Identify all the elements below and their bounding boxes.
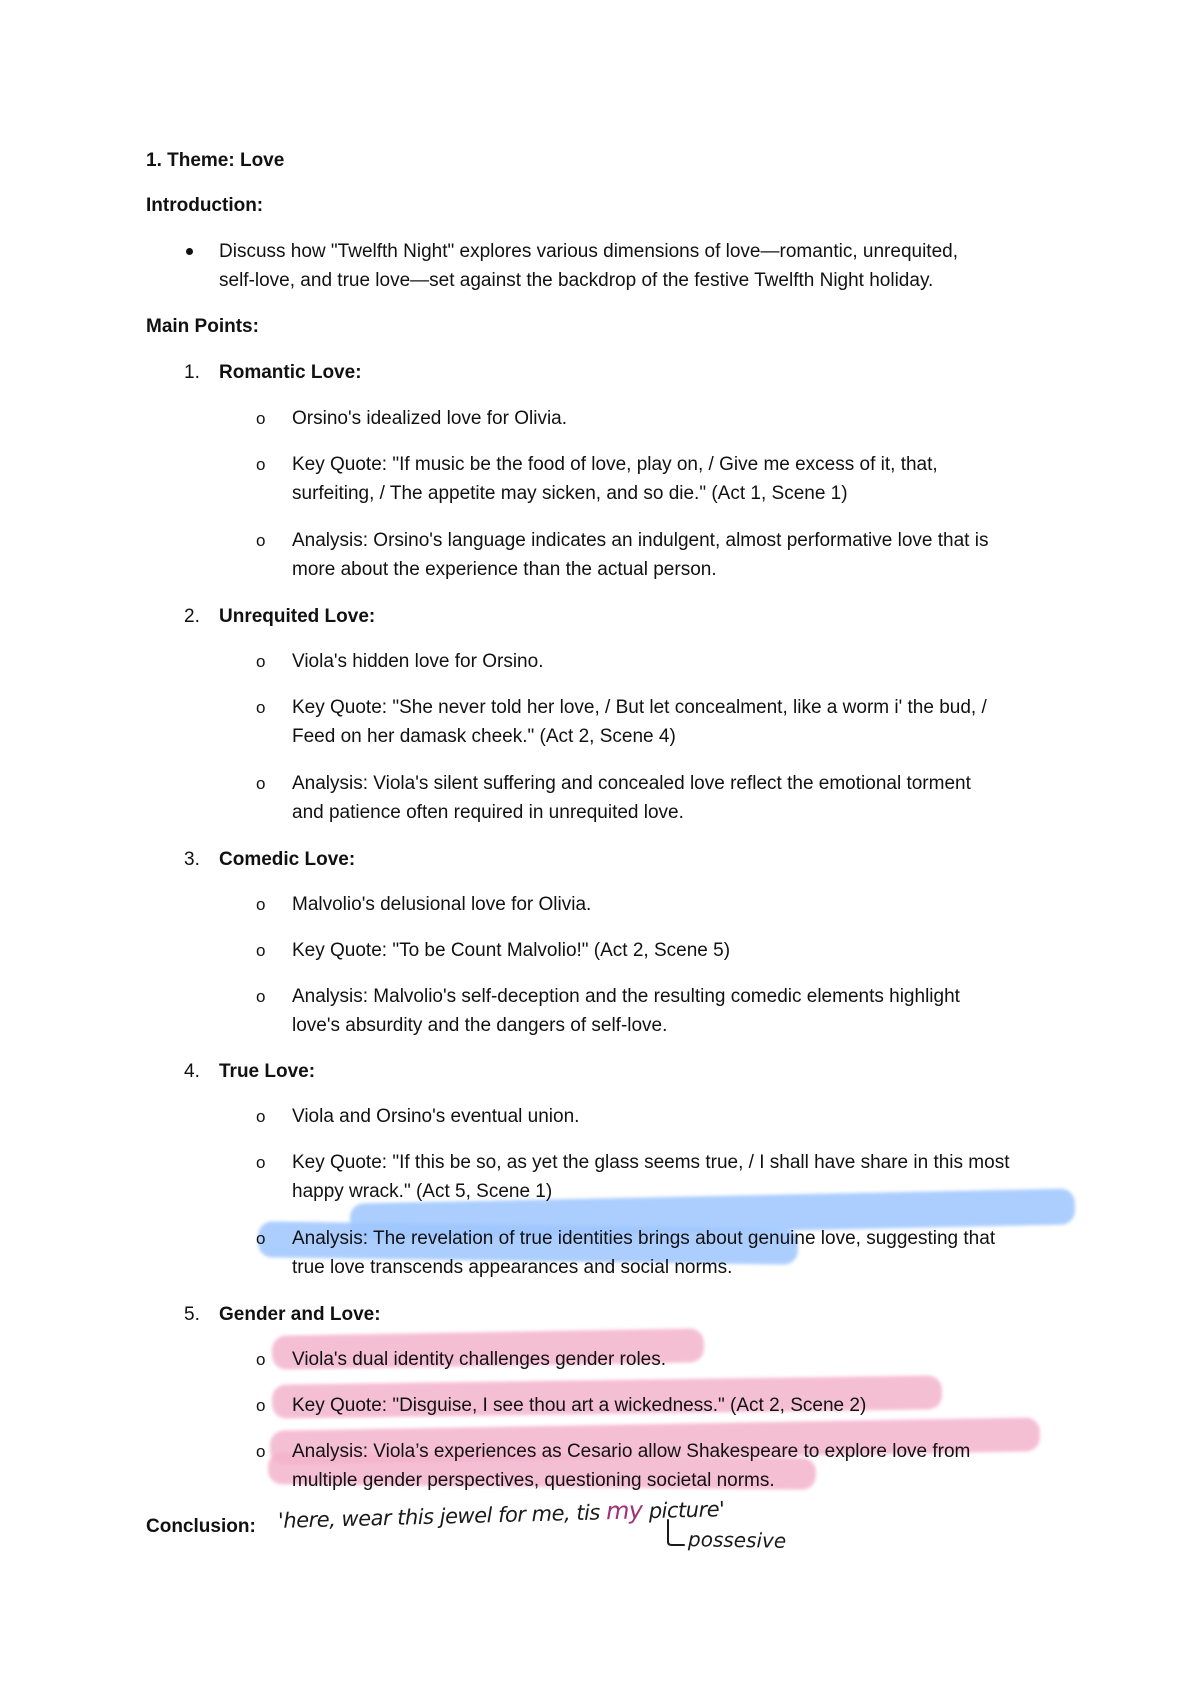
handwritten-quote: [278, 1494, 725, 1534]
list-item-line: true love transcends appearances and social norms.: [292, 1257, 733, 1278]
list-item-line: Viola's hidden love for Orsino.: [292, 651, 544, 672]
list-item-line: more about the experience than the actual person.: [292, 559, 717, 580]
list-item-line: Analysis: Viola’s experiences as Cesario allow Shakespeare to explore love from: [292, 1441, 971, 1462]
handwritten-accent-word: my: [605, 1496, 643, 1526]
list-item-line: Feed on her damask cheek." (Act 2, Scene 4): [292, 726, 676, 747]
section-number: 4.: [184, 1061, 200, 1082]
section-title-romantic-love: Romantic Love:: [219, 362, 362, 383]
section-number: 1.: [184, 362, 200, 383]
list-marker: o: [256, 409, 266, 428]
list-marker: o: [256, 698, 266, 717]
list-item-line: Analysis: Orsino's language indicates an indulgent, almost performative love that is: [292, 530, 989, 551]
list-item-line: Analysis: Malvolio's self-deception and the resulting comedic elements highlight: [292, 986, 960, 1007]
intro-line-2: self-love, and true love—set against the backdrop of the festive Twelfth Night holiday.: [219, 270, 934, 291]
list-marker: o: [256, 987, 266, 1006]
list-marker: o: [256, 774, 266, 793]
intro-line-1: Discuss how "Twelfth Night" explores various dimensions of love—romantic, unrequited,: [219, 241, 958, 262]
list-marker: o: [256, 455, 266, 474]
list-item-line: Key Quote: "If this be so, as yet the glass seems true, / I shall have share in this most: [292, 1152, 1010, 1173]
list-marker: o: [256, 1442, 266, 1461]
list-item-line: happy wrack." (Act 5, Scene 1): [292, 1181, 553, 1202]
list-marker: o: [256, 1107, 266, 1126]
list-marker: o: [256, 1350, 266, 1369]
handwritten-hook-arrow-icon: [664, 1518, 686, 1548]
list-item-line: Key Quote: "If music be the food of love, play on, / Give me excess of it, that,: [292, 454, 938, 475]
list-marker: o: [256, 1396, 266, 1415]
list-item-line: Key Quote: "Disguise, I see thou art a wickedness." (Act 2, Scene 2): [292, 1395, 867, 1416]
list-marker: o: [256, 941, 266, 960]
list-item-line: Viola's dual identity challenges gender roles.: [292, 1349, 667, 1370]
handwritten-quote-start: 'here, wear this jewel for me, tis: [277, 1500, 601, 1533]
handwritten-quote-end: picture': [648, 1497, 725, 1524]
list-item-line: Malvolio's delusional love for Olivia.: [292, 894, 592, 915]
main-points-heading: Main Points:: [146, 316, 259, 337]
section-title-unrequited-love: Unrequited Love:: [219, 606, 376, 627]
theme-heading: 1. Theme: Love: [146, 150, 285, 171]
list-item-line: surfeiting, / The appetite may sicken, and so die." (Act 1, Scene 1): [292, 483, 848, 504]
section-title-true-love: True Love:: [219, 1061, 316, 1082]
list-item-line: and patience often required in unrequited love.: [292, 802, 684, 823]
list-item-line: Viola and Orsino's eventual union.: [292, 1106, 580, 1127]
list-item-line: Analysis: Viola's silent suffering and concealed love reflect the emotional torment: [292, 773, 971, 794]
list-item-line: Orsino's idealized love for Olivia.: [292, 408, 568, 429]
section-title-gender-and-love: Gender and Love:: [219, 1304, 381, 1325]
introduction-heading: Introduction:: [146, 195, 264, 216]
section-number: 2.: [184, 606, 200, 627]
list-marker: o: [256, 1229, 266, 1248]
list-marker: o: [256, 1153, 266, 1172]
section-title-comedic-love: Comedic Love:: [219, 849, 356, 870]
list-item-line: multiple gender perspectives, questioning societal norms.: [292, 1470, 775, 1491]
list-item-line: Analysis: The revelation of true identities brings about genuine love, suggesting that: [292, 1228, 996, 1249]
list-marker: o: [256, 895, 266, 914]
list-item-line: love's absurdity and the dangers of self-love.: [292, 1015, 668, 1036]
list-marker: o: [256, 531, 266, 550]
handwritten-note: possesive: [687, 1527, 787, 1553]
bullet-dot-icon: [186, 248, 193, 255]
list-item-line: Key Quote: "To be Count Malvolio!" (Act 2, Scene 5): [292, 940, 731, 961]
list-item-line: Key Quote: "She never told her love, / But let concealment, like a worm i' the bud, /: [292, 697, 987, 718]
conclusion-heading: Conclusion:: [146, 1516, 256, 1537]
section-number: 5.: [184, 1304, 200, 1325]
list-marker: o: [256, 652, 266, 671]
section-number: 3.: [184, 849, 200, 870]
